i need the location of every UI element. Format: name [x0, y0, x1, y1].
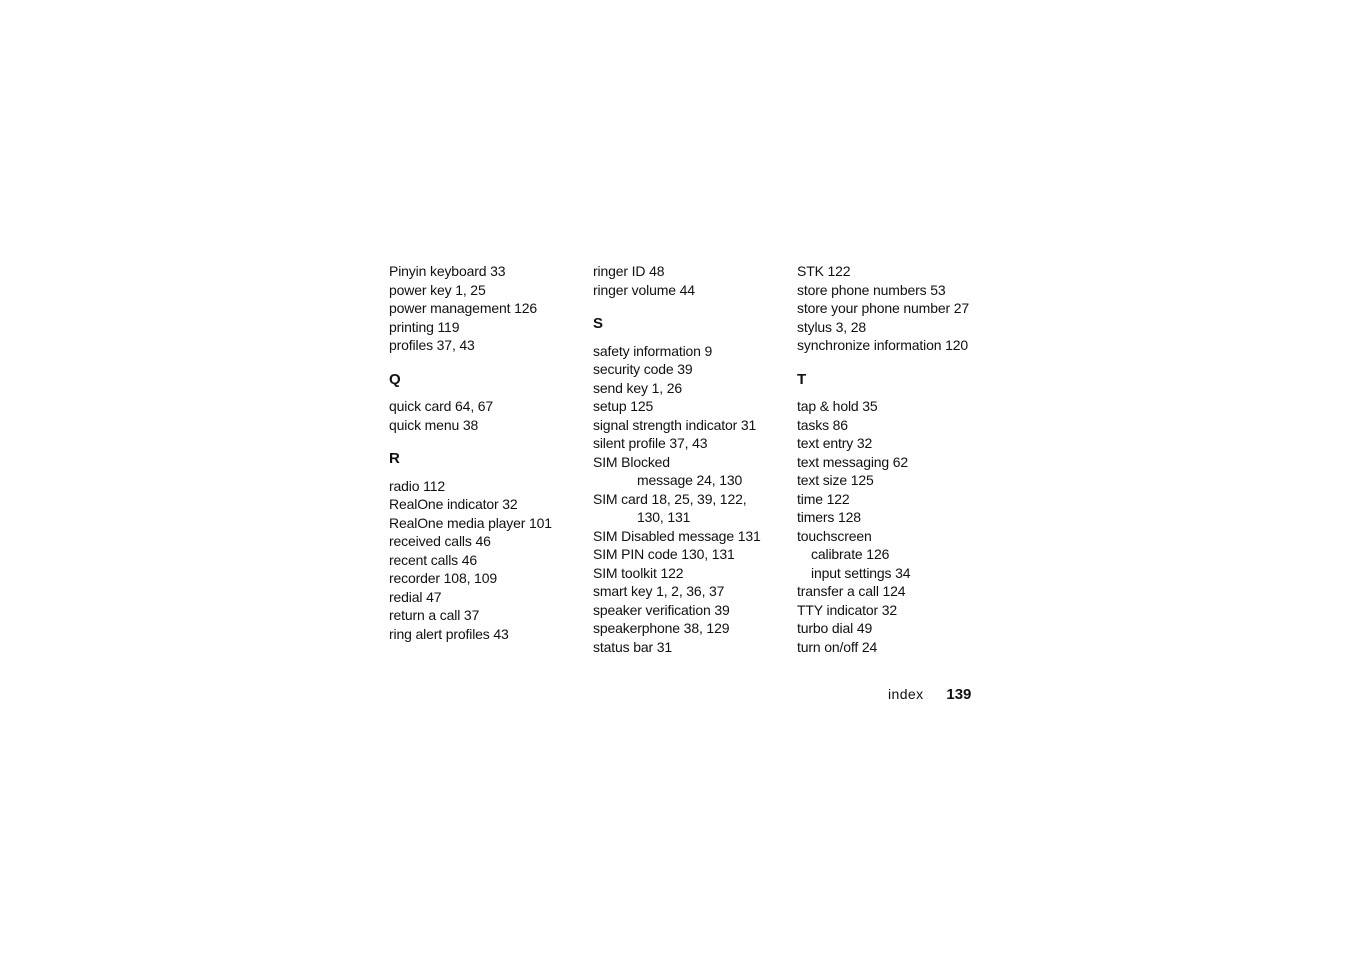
index-entry: STK 122 [797, 263, 851, 279]
index-entry: time 122 [797, 490, 850, 507]
index-entry: stylus 3, 28 [797, 318, 867, 335]
index-entry: ring alert profiles 43 [389, 625, 509, 642]
index-subentry: calibrate 126 [811, 546, 890, 562]
index-column-2 [593, 262, 793, 656]
index-entry: touchscreen [797, 527, 872, 544]
index-entry: SIM PIN code 130, 131 [593, 546, 735, 562]
index-entry: tap & hold 35 [797, 398, 878, 414]
section-letter-heading: S [593, 315, 604, 332]
index-entry: SIM Blocked [593, 453, 670, 470]
index-entry: store your phone number 27 [797, 300, 969, 316]
index-entry: timers 128 [797, 509, 861, 525]
index-entry: quick menu 38 [389, 416, 479, 433]
index-entry: ringer ID 48 [593, 263, 665, 279]
index-entry: speakerphone 38, 129 [593, 620, 730, 636]
index-entry: status bar 31 [593, 638, 672, 655]
index-entry: safety information 9 [593, 342, 713, 359]
index-entry-continuation: 130, 131 [637, 509, 691, 525]
index-entry: store phone numbers 53 [797, 281, 946, 298]
index-entry: SIM toolkit 122 [593, 564, 684, 581]
index-entry: turbo dial 49 [797, 620, 873, 636]
index-entry: synchronize information 120 [797, 337, 969, 353]
index-entry: setup 125 [593, 398, 654, 414]
index-subentry: input settings 34 [811, 564, 911, 581]
section-letter-heading: Q [389, 370, 401, 388]
page-number: 139 [946, 686, 972, 703]
index-entry: power management 126 [389, 300, 537, 316]
index-entry: text size 125 [797, 472, 874, 488]
section-letter-heading: R [389, 450, 400, 467]
index-entry: return a call 37 [389, 607, 480, 623]
index-entry: recent calls 46 [389, 551, 478, 568]
index-entry: transfer a call 124 [797, 583, 906, 599]
index-entry: radio 112 [389, 477, 445, 494]
index-entry: received calls 46 [389, 533, 491, 549]
index-entry: SIM Disabled message 131 [593, 527, 761, 544]
index-column-1 [389, 262, 589, 643]
index-entry: RealOne media player 101 [389, 514, 552, 531]
index-entry: TTY indicator 32 [797, 601, 898, 618]
index-entry: smart key 1, 2, 36, 37 [593, 583, 725, 599]
index-entry: quick card 64, 67 [389, 398, 494, 414]
index-entry: speaker verification 39 [593, 601, 730, 618]
index-entry: redial 47 [389, 588, 442, 605]
index-entry: text entry 32 [797, 435, 873, 451]
index-entry: turn on/off 24 [797, 638, 878, 655]
index-entry: silent profile 37, 43 [593, 435, 708, 451]
index-entry: signal strength indicator 31 [593, 416, 757, 433]
index-entry: printing 119 [389, 318, 460, 335]
index-column-3 [797, 262, 997, 656]
index-entry-continuation: message 24, 130 [637, 472, 743, 488]
index-entry: ringer volume 44 [593, 281, 695, 298]
index-entry: text messaging 62 [797, 453, 909, 470]
section-letter-heading: T [797, 370, 807, 388]
index-entry: send key 1, 26 [593, 379, 682, 396]
page-footer [888, 685, 971, 704]
index-entry: power key 1, 25 [389, 281, 486, 298]
index-entry: SIM card 18, 25, 39, 122, [593, 490, 747, 507]
index-entry: RealOne indicator 32 [389, 496, 518, 512]
index-entry: tasks 86 [797, 416, 848, 433]
index-entry: Pinyin keyboard 33 [389, 263, 506, 279]
footer-section-label: index [888, 686, 924, 702]
index-entry: profiles 37, 43 [389, 337, 475, 353]
index-entry: recorder 108, 109 [389, 570, 497, 586]
index-entry: security code 39 [593, 361, 693, 377]
